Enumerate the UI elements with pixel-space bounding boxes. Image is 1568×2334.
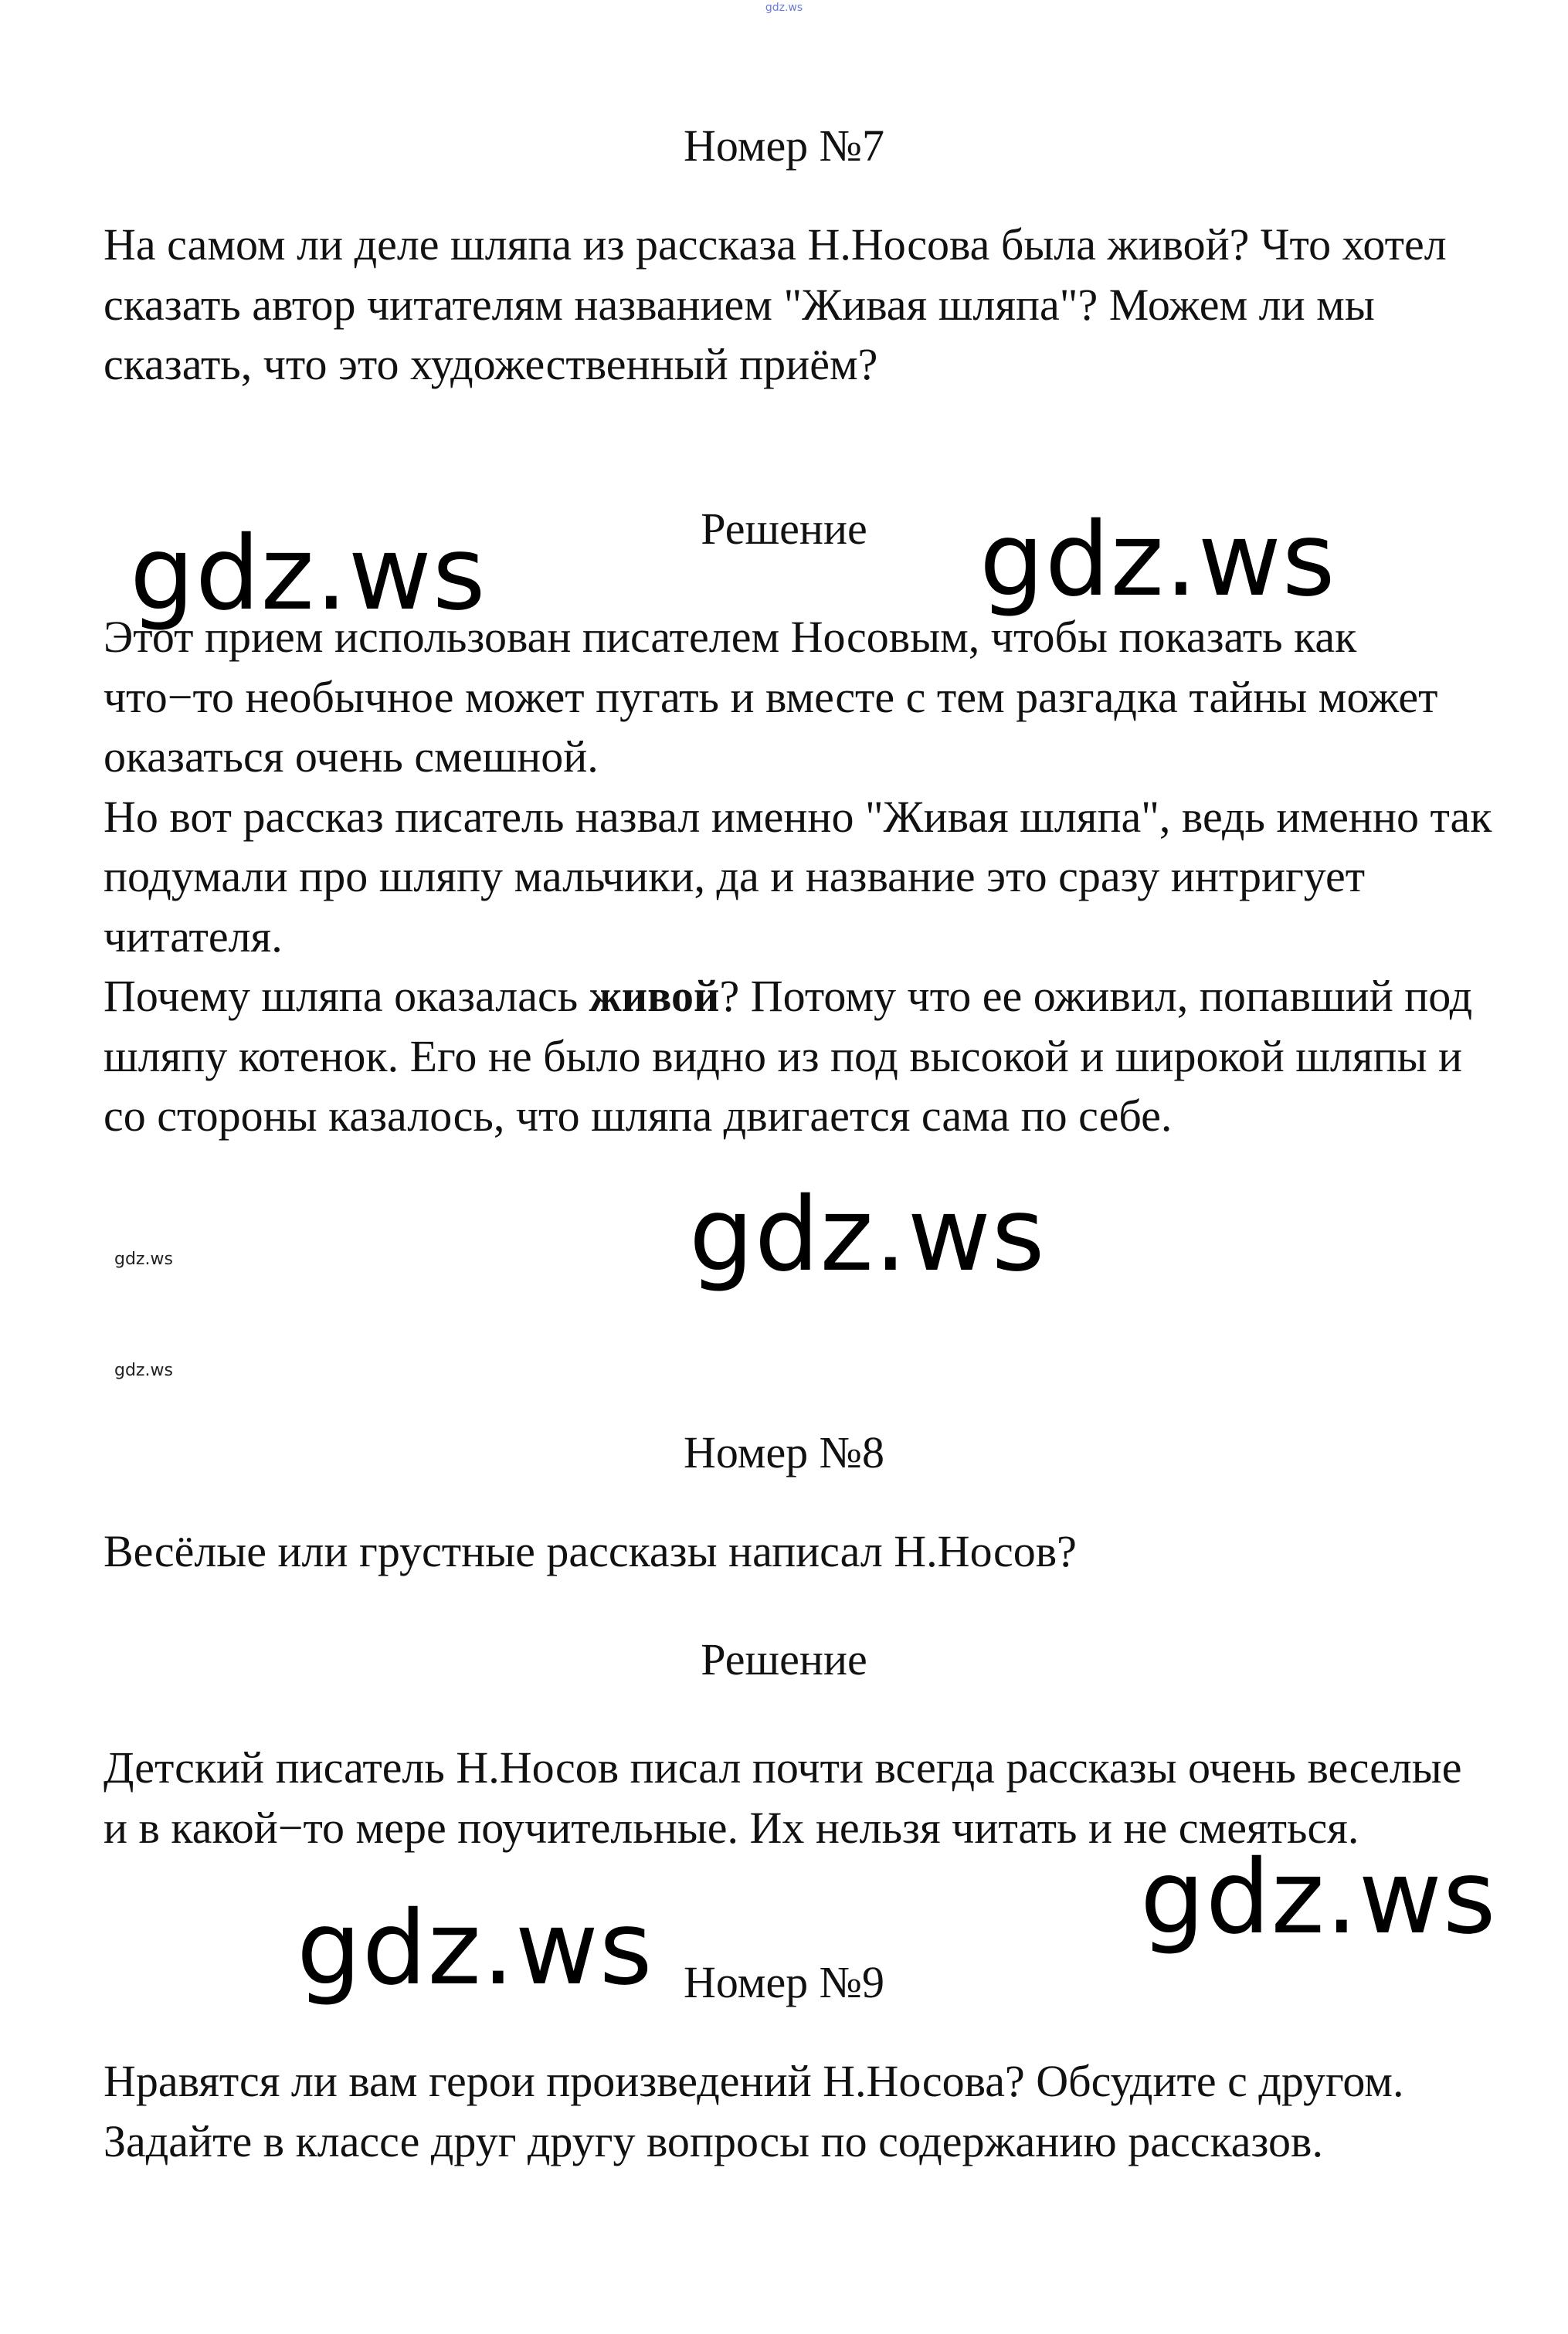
watermark-large: gdz.ws <box>1140 1838 1497 1957</box>
task-9-title: Номер №9 <box>683 1957 885 2007</box>
watermark-small: gdz.ws <box>114 1250 173 1269</box>
task-8-question-text: Весёлые или грустные рассказы написал Н.Носов? <box>104 1526 1077 1576</box>
task-9-question-text: Нравятся ли вам герои произведений Н.Носова? Обсудите с другом. Задайте в классе друг другу вопросы по содержанию рассказов. <box>104 2056 1404 2166</box>
task-7-answer-bold-word: живой <box>589 971 720 1021</box>
header-watermark: gdz.ws <box>765 2 803 14</box>
task-7-answer <box>104 607 1494 1146</box>
watermark-large: gdz.ws <box>979 500 1336 619</box>
task-9-question <box>104 2051 1494 2171</box>
watermark-large: gdz.ws <box>130 514 487 633</box>
watermark-large: gdz.ws <box>297 1889 653 2008</box>
task-7-answer-paragraph-1: Этот прием использован писателем Носовым, чтобы показать как что−то необычное может пугать и вместе с тем разгадка тайны может оказаться очень смешной. <box>104 612 1438 782</box>
watermark-large: gdz.ws <box>689 1175 1046 1294</box>
task-7-question-text: На самом ли деле шляпа из рассказа Н.Носова была живой? Что хотел сказать автор читателям названием "Живая шляпа"? Можем ли мы сказать, что это художественный приём? <box>104 219 1447 389</box>
task-7-answer-paragraph-2: Но вот рассказ писатель назвал именно "Живая шляпа", ведь именно так подумали про шляпу мальчики, да и название это сразу интригует читателя. <box>104 791 1492 962</box>
task-7-answer-p3-before: Почему шляпа оказалась <box>104 971 589 1021</box>
task-8-title: Номер №8 <box>683 1427 885 1477</box>
task-7-answer-p3-after: ? Потому что ее оживил, попавший под шляпу котенок. Его не было видно из под высокой и широкой шляпы и со стороны казалось, что шляпа двигается сама по себе. <box>104 971 1473 1141</box>
task-8-answer-text: Детский писатель Н.Носов писал почти всегда рассказы очень веселые и в какой−то мере поучительные. Их нельзя читать и не смеяться. <box>104 1742 1462 1853</box>
task-7-title: Номер №7 <box>683 120 885 171</box>
watermark-small: gdz.ws <box>114 1361 173 1380</box>
task-8-question <box>104 1522 1494 1582</box>
task-8-solution-label: Решение <box>701 1634 867 1684</box>
task-7-solution-label: Решение <box>701 504 867 554</box>
task-7-answer-paragraph-3 <box>104 966 1494 1146</box>
task-7-question <box>104 215 1494 395</box>
